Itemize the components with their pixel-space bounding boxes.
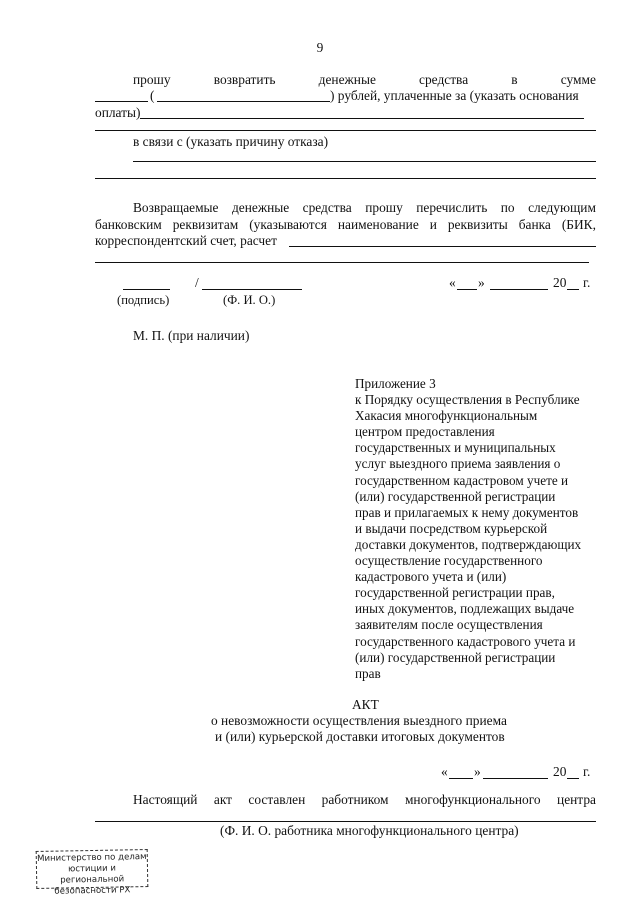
appendix-line: государственном кадастровом учете и xyxy=(355,472,569,488)
refund-line-1 xyxy=(133,72,596,88)
worker-fio-caption: (Ф. И. О. работника многофункционального центра) xyxy=(220,823,519,838)
page-number: 9 xyxy=(316,40,324,55)
appendix-line: осуществление государственного xyxy=(355,553,543,569)
appendix-line: кадастрового учета и (или) xyxy=(355,569,507,585)
fio-blank[interactable] xyxy=(202,289,302,290)
refund-word: в xyxy=(511,72,518,87)
reason-label: в связи с (указать причину отказа) xyxy=(133,134,329,149)
bank-details-blank-2[interactable] xyxy=(95,262,589,263)
appendix-line: (или) государственной регистрации xyxy=(355,488,556,504)
appendix-line: государственных и муниципальных xyxy=(355,440,556,456)
payment-basis-blank[interactable] xyxy=(140,118,584,119)
reason-blank-1[interactable] xyxy=(133,161,596,162)
refund-word: возвратить xyxy=(213,72,276,87)
appendix-line: заявителям после осуществления xyxy=(355,617,543,633)
act-date-quote-open: « xyxy=(441,764,448,779)
appendix-line: Приложение 3 xyxy=(355,376,436,391)
amount-words-blank[interactable] xyxy=(157,101,330,102)
payment-basis-blank-2[interactable] xyxy=(95,130,596,131)
worker-fio-blank[interactable] xyxy=(95,821,596,822)
bank-line-2: банковским реквизитам (указываются наименование и реквизиты банка (БИК, xyxy=(95,217,596,232)
date-day-blank[interactable] xyxy=(457,289,477,290)
amount-blank-1[interactable] xyxy=(95,101,148,102)
appendix-line: Хакасия многофункциональным xyxy=(355,408,538,424)
act-date-month-blank[interactable] xyxy=(483,778,548,779)
act-body-line-1: Настоящий акт составлен работником многофункционального центра xyxy=(133,792,596,807)
refund-basis-text: ) рублей, уплаченные за (указать основания xyxy=(330,88,579,103)
bank-line-3-label: корреспондентский счет, расчет xyxy=(95,233,277,248)
fio-caption: (Ф. И. О.) xyxy=(223,293,276,307)
appendix-line: прав xyxy=(355,665,381,681)
registration-stamp xyxy=(36,849,149,897)
date-quote-open: « xyxy=(449,275,456,290)
refund-word: средства xyxy=(419,72,469,87)
stamp-line: безопасности РХ xyxy=(54,885,131,897)
act-date-day-blank[interactable] xyxy=(449,778,473,779)
act-date-year-prefix: 20 xyxy=(553,764,567,779)
refund-word: сумме xyxy=(560,72,596,87)
appendix-header xyxy=(355,376,605,682)
refund-word: прошу xyxy=(133,72,171,87)
date-quote-close: » xyxy=(478,275,485,290)
bank-account-blank[interactable] xyxy=(289,246,596,247)
stamp-line: Министерство по делам xyxy=(36,852,147,864)
signature-slash: / xyxy=(195,275,199,290)
appendix-line: к Порядку осуществления в Республике xyxy=(355,392,580,408)
stamp-line: юстиции и региональной xyxy=(60,863,125,886)
act-subtitle-line-2: и (или) курьерской доставки итоговых документов xyxy=(215,729,505,744)
act-title: АКТ xyxy=(352,697,379,712)
payment-basis-label: оплаты) xyxy=(95,105,141,120)
date-year-prefix: 20 xyxy=(553,275,567,290)
amount-open-paren: ( xyxy=(150,88,155,103)
act-subtitle-line-1: о невозможности осуществления выездного приема xyxy=(211,713,507,728)
date-year-suffix: г. xyxy=(583,275,591,290)
signature-blank[interactable] xyxy=(123,289,170,290)
act-date-quote-close: » xyxy=(474,764,481,779)
appendix-line: центром предоставления xyxy=(355,424,495,440)
signature-caption: (подпись) xyxy=(117,293,170,307)
appendix-line: (или) государственной регистрации xyxy=(355,649,556,665)
date-year-blank[interactable] xyxy=(567,289,579,290)
refund-word: денежные xyxy=(318,72,376,87)
appendix-line: прав и прилагаемых к нему документов xyxy=(355,504,579,520)
appendix-line: и выдачи посредством курьерской xyxy=(355,520,548,536)
act-date-year-suffix: г. xyxy=(583,764,591,779)
bank-line-1: Возвращаемые денежные средства прошу перечислить по следующим xyxy=(133,200,596,215)
appendix-line: государственного кадастрового учета и xyxy=(355,633,576,649)
appendix-line: доставки документов, подтверждающих xyxy=(355,536,582,552)
appendix-line: услуг выездного приема заявления о xyxy=(355,456,561,472)
appendix-line: иных документов, подлежащих выдаче xyxy=(355,601,575,617)
act-date-year-blank[interactable] xyxy=(567,778,579,779)
appendix-line: государственной регистрации прав, xyxy=(355,585,555,601)
seal-note: М. П. (при наличии) xyxy=(133,328,250,343)
reason-blank-2[interactable] xyxy=(95,178,596,179)
date-month-blank[interactable] xyxy=(490,289,548,290)
